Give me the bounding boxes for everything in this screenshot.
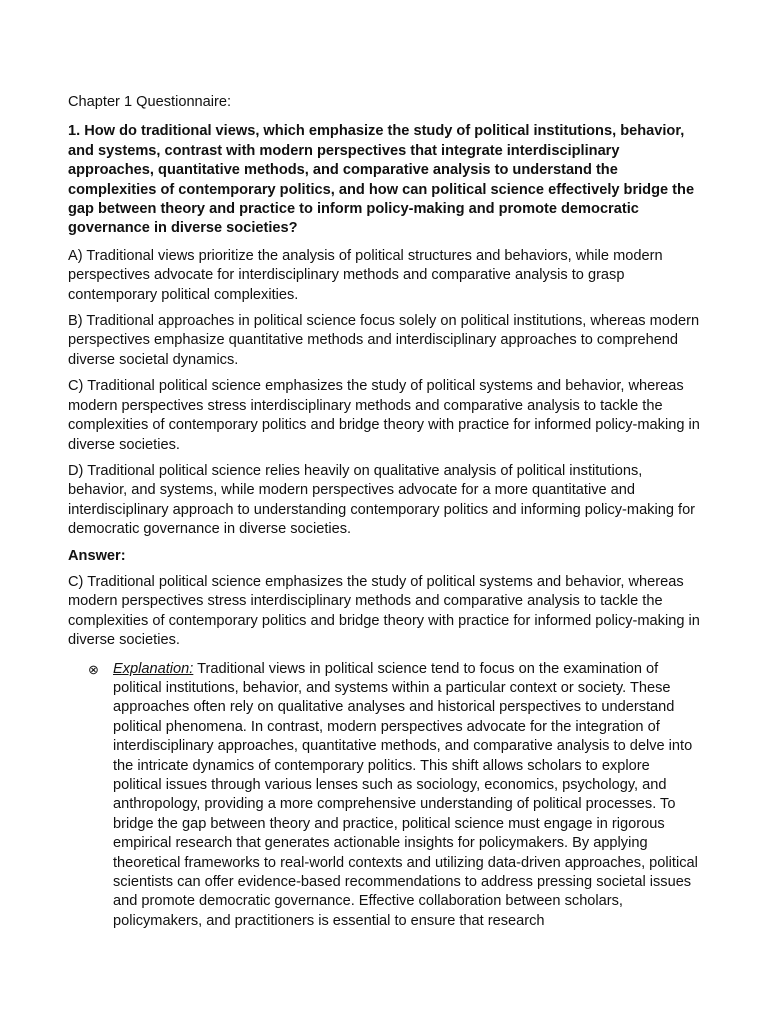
document-page [68, 93, 700, 931]
answer-label: Answer: [68, 547, 126, 564]
question-text: 1. How do traditional views, which emphasize the study of political institutions, behavior, and systems, contrast with modern perspectives that integrate interdisciplinary approaches, quantitative methods, and comparative analysis to understand the complexities of contemporary politics, and how can political science effectively bridge the gap between theory and practice to inform policy-making and promote democratic governance in diverse societies? [68, 123, 695, 237]
explanation-text: Traditional views in political science tend to focus on the examination of political institutions, behavior, and systems within a particular context or society. These approaches often rely on qualitative analyses and historical perspectives to understand political phenomena. In contrast, modern perspectives advocate for the integration of interdisciplinary approaches, quantitative methods, and comparative analysis to delve into the intricate dynamics of contemporary politics. This shift allows scholars to explore political issues through various lenses such as sociology, economics, psychology, and anthropology, providing a more comprehensive understanding of political processes. To bridge the gap between theory and practice, political science must engage in rigorous empirical research that generates actionable insights for policymakers. By applying theoretical frameworks to real-world contexts and utilizing data-driven approaches, political scientists can offer evidence-based recommendations to address pressing societal issues and promote democratic governance. Effective collaboration between scholars, policymakers, and practitioners is essential to ensure that research [113, 660, 698, 929]
explanation-label: Explanation: [113, 660, 194, 677]
answer-text: C) Traditional political science emphasizes the study of political systems and behavior, whereas modern perspectives stress interdisciplinary methods and comparative analysis to tackle the complexities of contemporary politics and bridge theory with practice for informed policy-making in diverse societies. [68, 573, 700, 649]
option-d: D) Traditional political science relies heavily on qualitative analysis of political institutions, behavior, and systems, while modern perspectives advocate for a more quantitative and interdisciplinary approach to understanding contemporary politics and informing policy-making for democratic governance in diverse societies. [68, 462, 696, 538]
option-a: A) Traditional views prioritize the analysis of political structures and behaviors, while modern perspectives advocate for interdisciplinary methods and comparative analysis to grasp contemporary political complexities. [68, 247, 663, 303]
option-c: C) Traditional political science emphasizes the study of political systems and behavior, whereas modern perspectives stress interdisciplinary methods and comparative analysis to tackle the complexities of contemporary politics and bridge theory with practice for informed policy-making in diverse societies. [68, 378, 700, 453]
circled-times-bullet-icon: ⊗ [88, 661, 99, 677]
option-b: B) Traditional approaches in political science focus solely on political institutions, whereas modern perspectives emphasize quantitative methods and interdisciplinary approaches to comprehend diverse societal dynamics. [68, 313, 700, 368]
explanation-item [68, 660, 700, 932]
chapter-heading: Chapter 1 Questionnaire: [68, 94, 232, 110]
